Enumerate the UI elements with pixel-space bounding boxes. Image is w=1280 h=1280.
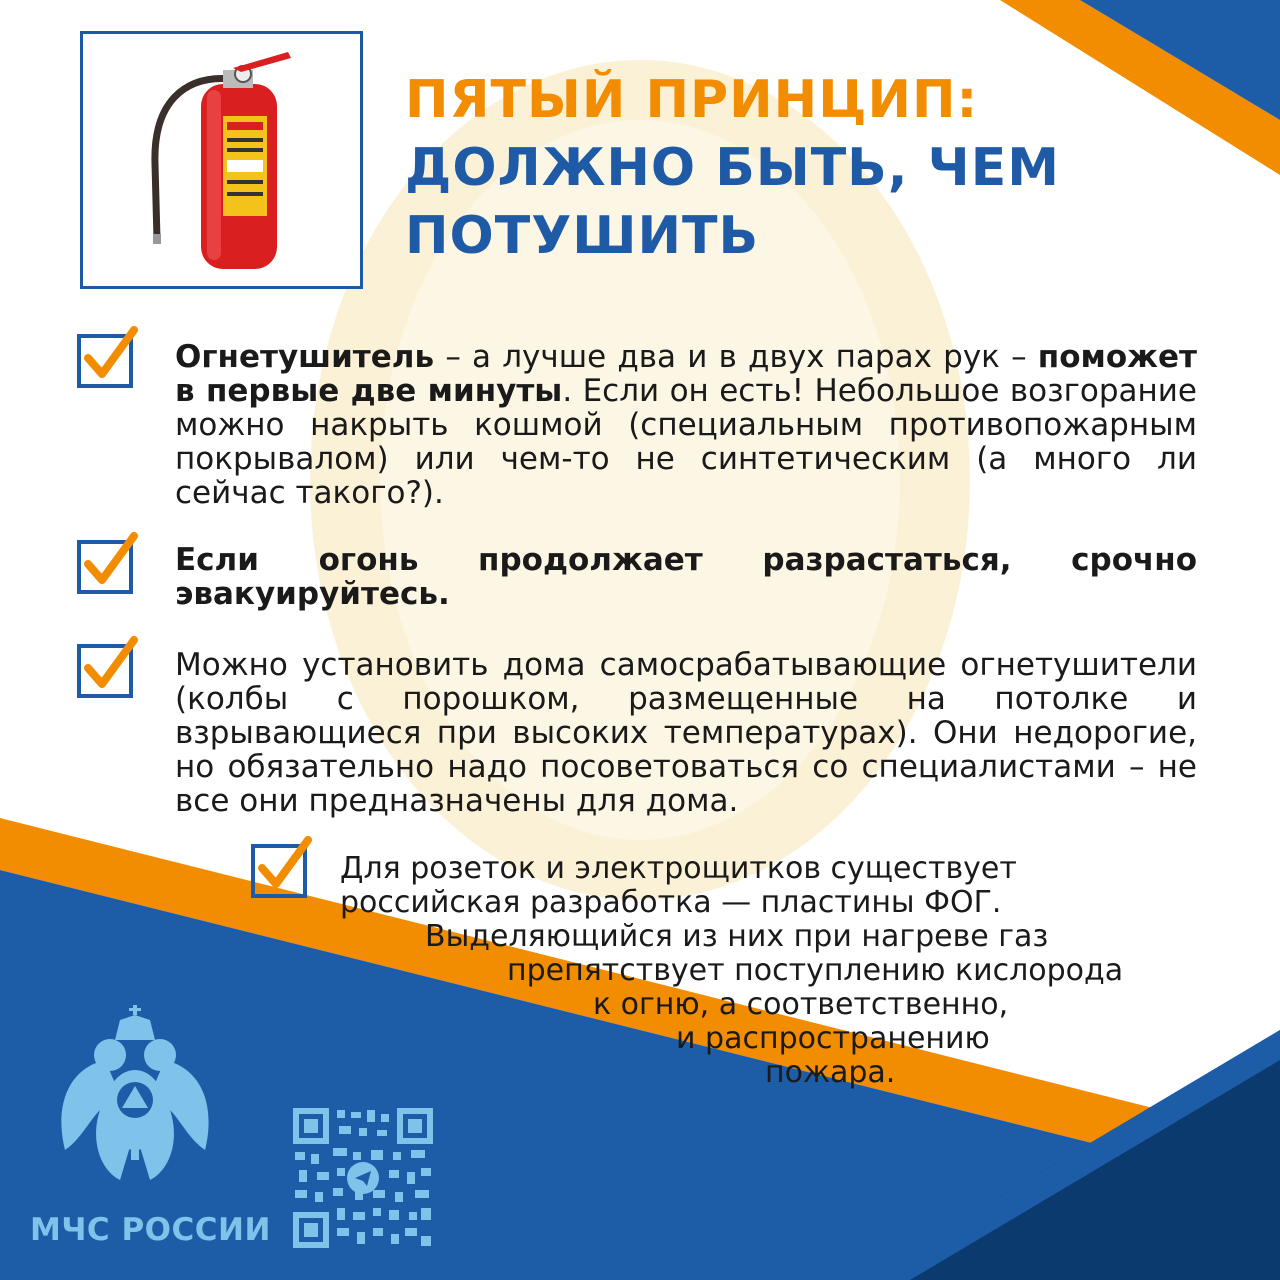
mchs-logo-text: МЧС РОССИИ <box>30 1212 271 1248</box>
checkbox-check-icon <box>76 532 138 594</box>
item-1-text-1: – а лучше два и в двух парах рук – <box>434 339 1038 375</box>
item-1-bold-start: Огнетушитель <box>175 339 435 375</box>
fire-extinguisher-icon <box>83 34 360 286</box>
page-title <box>405 66 1060 270</box>
item-auto-extinguishers-text: Можно установить дома самосрабатывающие огнетушители (колбы с порошком, размещенные на потолке и взрывающиеся при высоких температурах). Они недорогие, но обязательно надо посоветоваться со специалистами – не все они предназначены для дома. <box>175 647 1197 819</box>
item-1-bold-mid: поможет в первые две минуты <box>175 339 1197 409</box>
checkbox-check-icon <box>76 326 138 388</box>
fog-line-1: Для розеток и электрощитков существует <box>340 851 1017 886</box>
fog-line-6: и распространению <box>676 1021 990 1056</box>
qr-code-icon[interactable] <box>293 1108 433 1248</box>
title-line-2: ДОЛЖНО БЫТЬ, ЧЕМ <box>405 138 1060 198</box>
fog-line-5: к огню, а соответственно, <box>593 987 1009 1022</box>
item-evacuate-text <box>175 543 1197 611</box>
title-line-1: ПЯТЫЙ ПРИНЦИП: <box>405 70 979 130</box>
item-1-text-2: . Если он есть! Небольшое возгорание можно накрыть кошмой (специальным противопожарным покрывалом) или чем-то не синтетическим (а много ли сейчас такого?). <box>175 373 1197 511</box>
checkbox-check-icon <box>76 636 138 698</box>
mchs-emblem-icon <box>30 1000 260 1200</box>
extinguisher-photo <box>80 31 363 289</box>
fog-line-2: российская разработка — пластины ФОГ. <box>340 885 1002 920</box>
item-2-bold: Если огонь продолжает разрастаться, срочно эвакуируйтесь. <box>175 542 1197 612</box>
fog-line-7: пожара. <box>765 1055 896 1090</box>
item-fog-plates-text <box>340 852 1140 1090</box>
checkbox-check-icon <box>250 836 312 898</box>
item-extinguisher-text <box>175 340 1197 510</box>
fog-line-3: Выделяющийся из них при нагреве газ <box>425 919 1049 954</box>
fog-line-4: препятствует поступлению кислорода <box>507 953 1124 988</box>
title-line-3: ПОТУШИТЬ <box>405 206 760 266</box>
